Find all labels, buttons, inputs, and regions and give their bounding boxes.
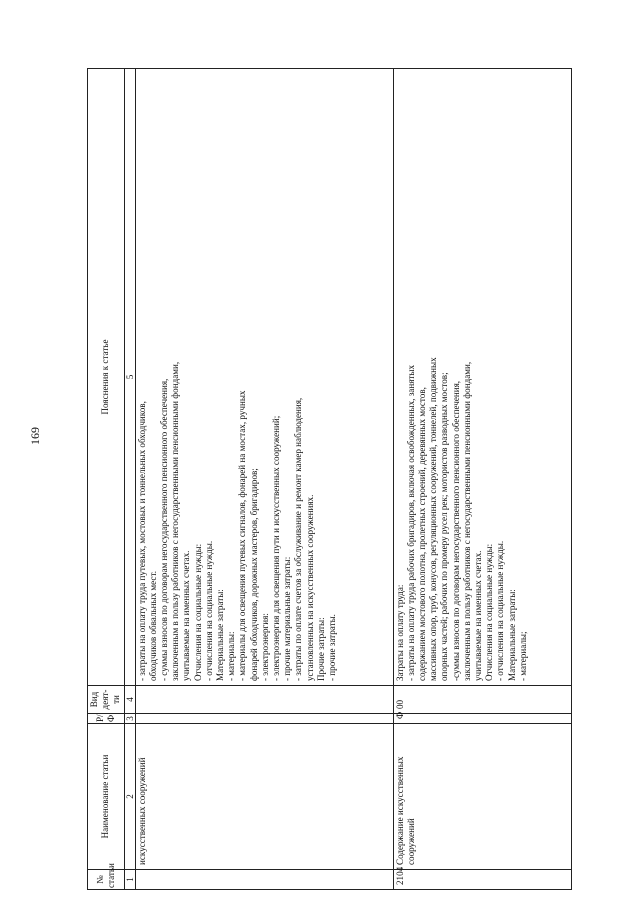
explanation-line: учитываемые на именных счетах. (181, 550, 192, 681)
article-name: Содержание искусственных сооружений (393, 724, 571, 870)
table-row (393, 69, 571, 890)
explanation-line: - затраты по оплате счетов за обслуживание и ремонт камер наблюдения, (293, 397, 304, 681)
article-code (135, 870, 393, 890)
header-row (88, 69, 125, 890)
explanation-line: - прочие материальные затраты: (282, 556, 293, 681)
explanation-line: фонарей обходчиков, дорожных мастеров, бригадиров; (248, 468, 259, 681)
explanation-line: заключенным в пользу работников с негосударственными пенсионными фондами, (461, 361, 472, 681)
article-rf (135, 714, 393, 724)
explanation-line: - отчисления на социальные нужды. (495, 540, 506, 681)
explanation-line: - электроэнергия: (259, 613, 270, 681)
explanation-line: Отчисления на социальные нужды: (192, 543, 203, 681)
header-activity-type: Вид деят-ти (88, 686, 125, 714)
explanation-line: обходчиков обвальных мест. (147, 570, 158, 681)
header-article-number: № статьи (88, 870, 125, 890)
header-rf: Р/ Ф (88, 714, 125, 724)
table-row (135, 69, 393, 890)
article-explanation (393, 69, 571, 686)
column-number: 3 (124, 714, 135, 724)
explanation-line: - суммы взносов по договорам негосударственного пенсионного обеспечения, (159, 378, 170, 681)
explanation-line: Прочие затраты: (315, 617, 326, 681)
column-number: 2 (124, 724, 135, 870)
explanation-line: опорных частей; рабочих по промеру русел рек; мотористов разводных мостов; (439, 372, 450, 681)
explanation-line: -суммы взносов по договорам негосударственного пенсионного обеспечения, (450, 380, 461, 681)
explanation-line: Затраты на оплату труда: (394, 584, 405, 681)
article-activity (135, 686, 393, 714)
column-number: 5 (124, 69, 135, 686)
article-name: искусственных сооружений (135, 724, 393, 870)
header-article-name: Наименование статьи (88, 724, 125, 870)
explanation-line: заключенным в пользу работников с негосударственными пенсионными фондами, (170, 361, 181, 681)
explanation-line: Отчисления на социальные нужды: (484, 543, 495, 681)
column-number: 1 (124, 870, 135, 890)
explanation-line: Материальные затраты: (215, 589, 226, 681)
column-number: 4 (124, 686, 135, 714)
article-rf: Ф (393, 714, 571, 724)
explanation-line: учитываемые на именных счетах. (473, 550, 484, 681)
page-number: 169 (28, 427, 42, 445)
explanation-line: - затраты на оплату труда рабочих бригадиров, включая освобожденных, занятых (405, 364, 416, 681)
explanation-line: - прочие затраты. (327, 614, 338, 681)
explanation-line: содержанием мостового полотна, пролетных строений, деревянных мостов, (417, 387, 428, 681)
explanation-line: - материалы для освещения путевых сигналов, фонарей на мостах, ручных (237, 390, 248, 681)
explanation-line: - затраты на оплату труда путевых, мостовых и тоннельных обходчиков, (136, 401, 147, 681)
explanation-line: - материалы; (517, 631, 528, 681)
rotated-table-container (87, 68, 581, 890)
articles-table (87, 68, 572, 890)
column-number-row (124, 69, 135, 890)
explanation-line: Материальные затраты: (506, 589, 517, 681)
article-explanation (135, 69, 393, 686)
explanation-line: - материалы: (226, 631, 237, 681)
explanation-line: установленных на искусственных сооружениях. (304, 494, 315, 681)
article-code: 2104 (393, 870, 571, 890)
header-explanations: Пояснения к статье (88, 69, 125, 686)
explanation-line: - электроэнергия для освещения пути и искусственных сооружений; (271, 415, 282, 681)
explanation-line: массивных опор, труб, конусов, регуляционных сооружений, тоннелей, подвижных (428, 357, 439, 681)
article-activity: 00 (393, 686, 571, 714)
explanation-line: - отчисления на социальные нужды. (203, 540, 214, 681)
